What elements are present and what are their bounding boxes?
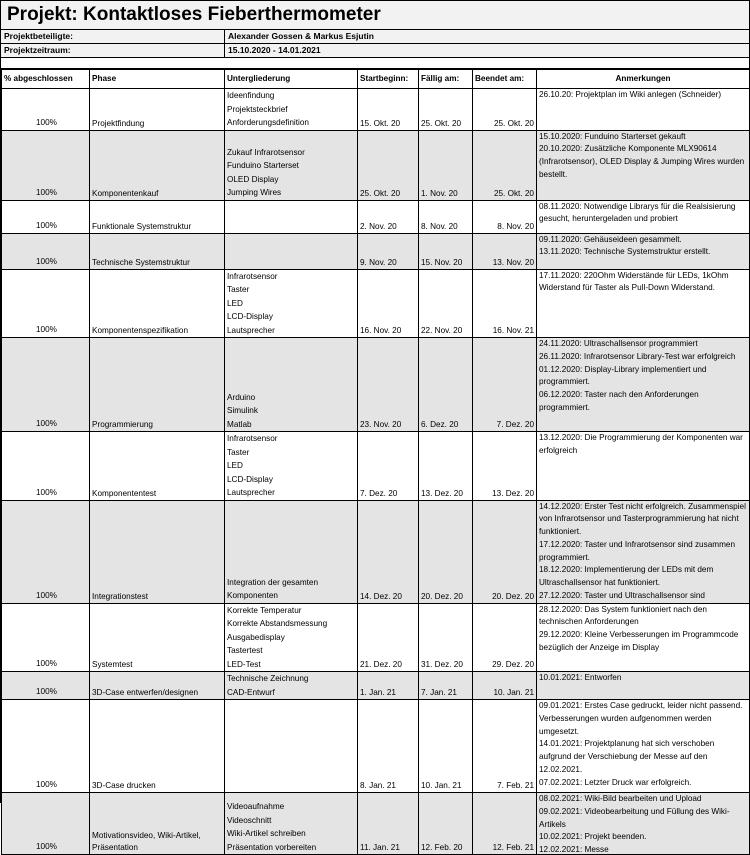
participants-label: Projektbeteiligte: [1, 30, 225, 43]
subdivision-item: Infrarotsensor [227, 434, 278, 443]
percent-cell[interactable] [2, 269, 90, 338]
subdivision-list [227, 576, 355, 603]
subdivision-item: Korrekte Temperatur [227, 605, 302, 615]
phase-cell[interactable]: 3D-Case entwerfen/designen [90, 672, 225, 700]
subdivision-item: Taster [227, 285, 250, 294]
notes-list [539, 270, 747, 296]
subdivision-item: Wiki-Artikel schreiben [227, 829, 306, 838]
sheet-title: Projekt: Kontaktloses Fieberthermometer [1, 1, 749, 30]
start-cell[interactable]: 25. Okt. 20 [358, 130, 419, 200]
notes-list [539, 338, 747, 415]
phase-cell[interactable]: Komponentenkauf [90, 130, 225, 200]
subdivision-item: Arduino [227, 392, 256, 402]
done-cell[interactable]: 8. Nov. 20 [473, 200, 537, 233]
note-item: 15.10.2020: Funduino Starterset gekauft [539, 131, 686, 141]
subdivision-cell[interactable] [225, 269, 358, 338]
notes-list [539, 700, 747, 790]
notes-cell[interactable] [537, 432, 750, 501]
note-item: 24.11.2020: Ultraschallsensor programmiert [539, 339, 698, 348]
start-cell[interactable]: 16. Nov. 20 [358, 269, 419, 338]
percent-cell[interactable] [2, 793, 90, 855]
header-start: Startbeginn: [358, 70, 419, 89]
done-cell[interactable]: 7. Feb. 21 [473, 700, 537, 793]
percent-cell[interactable] [2, 432, 90, 501]
subdivision-item: Taster [227, 447, 250, 457]
done-cell[interactable]: 10. Jan. 21 [473, 672, 537, 700]
due-cell[interactable]: 10. Jan. 21 [419, 700, 473, 793]
note-item: 27.12.2020: Taster und Ultraschallsensor sind [539, 591, 705, 601]
start-cell[interactable]: 23. Nov. 20 [358, 338, 419, 432]
note-item: 14.01.2021: Projektplanung hat sich verschoben aufgrund der Verschiebung der Messe auf den 12.02.2021. [539, 739, 715, 774]
done-cell[interactable]: 13. Dez. 20 [473, 432, 537, 501]
note-item: 18.12.2020: Implementierung der LEDs mit dem Ultraschallsensor hat funktioniert. [539, 565, 714, 588]
subdivision-item: Funduino Starterset [227, 161, 299, 170]
percent-cell[interactable] [2, 338, 90, 432]
header-percent: % abgeschlossen [2, 70, 90, 89]
percent-label: 100% [36, 325, 57, 334]
note-item: 13.11.2020: Technische Systemstruktur erstellt. [539, 247, 711, 257]
note-item: 26.10.20: Projektplan im Wiki anlegen (Schneider) [539, 90, 722, 99]
subdivision-list [227, 270, 355, 338]
subdivision-cell[interactable] [225, 603, 358, 672]
subdivision-item: OLED Display [227, 174, 279, 184]
subdivision-cell[interactable] [225, 672, 358, 700]
phase-cell[interactable]: Motivationsvideo, Wiki-Artikel, Präsentation [90, 793, 225, 855]
phase-cell[interactable]: Technische Systemstruktur [90, 233, 225, 269]
notes-list [539, 89, 747, 102]
header-subdivision: Untergliederung [225, 70, 358, 89]
done-cell[interactable]: 13. Nov. 20 [473, 233, 537, 269]
note-item: 13.12.2020: Die Programmierung der Komponenten war erfolgreich [539, 433, 743, 455]
header-notes: Anmerkungen [537, 70, 750, 89]
note-item: 09.11.2020: Gehäuseideen gesammelt. [539, 234, 682, 244]
table-row [2, 200, 750, 233]
participants-value[interactable]: Alexander Gossen & Markus Esjutin [228, 31, 374, 41]
table-row [2, 700, 750, 793]
done-cell[interactable]: 12. Feb. 21 [473, 793, 537, 855]
table-row [2, 338, 750, 432]
percent-cell[interactable] [2, 672, 90, 700]
percent-label: 100% [36, 842, 57, 851]
table-row [2, 269, 750, 338]
note-item: 08.02.2021: Wiki-Bild bearbeiten und Upload [539, 794, 702, 803]
due-cell[interactable]: 22. Nov. 20 [419, 269, 473, 338]
note-item: 08.11.2020: Notwendige Librarys für die Realsisierung gesucht, heruntergeladen und probiert [539, 201, 736, 224]
table-header-row [2, 70, 750, 89]
subdivision-cell[interactable] [225, 338, 358, 432]
table-row [2, 89, 750, 131]
subdivision-item: Jumping Wires [227, 188, 282, 197]
subdivision-list [227, 391, 355, 432]
phase-cell[interactable]: Integrationstest [90, 500, 225, 603]
subdivision-list [227, 604, 355, 672]
start-cell[interactable]: 15. Okt. 20 [358, 89, 419, 131]
phase-cell[interactable]: Projektfindung [90, 89, 225, 131]
table-row [2, 500, 750, 603]
due-cell[interactable]: 7. Jan. 21 [419, 672, 473, 700]
subdivision-cell[interactable] [225, 700, 358, 793]
subdivision-item: LED [227, 461, 243, 470]
percent-label: 100% [36, 780, 57, 789]
start-cell[interactable]: 8. Jan. 21 [358, 700, 419, 793]
note-item: 26.11.2020: Infrarotsensor Library-Test war erfolgreich [539, 351, 736, 361]
subdivision-item: Anforderungsdefinition [227, 118, 309, 127]
subdivision-item: CAD-Entwurf [227, 687, 275, 697]
due-cell[interactable]: 13. Dez. 20 [419, 432, 473, 501]
subdivision-list [227, 432, 355, 500]
subdivision-cell[interactable] [225, 432, 358, 501]
due-cell[interactable]: 12. Feb. 20 [419, 793, 473, 855]
start-cell[interactable]: 14. Dez. 20 [358, 500, 419, 603]
start-cell[interactable]: 21. Dez. 20 [358, 603, 419, 672]
phase-cell[interactable]: Funktionale Systemstruktur [90, 200, 225, 233]
done-cell[interactable]: 16. Nov. 21 [473, 269, 537, 338]
done-cell[interactable]: 25. Okt. 20 [473, 130, 537, 200]
percent-cell[interactable] [2, 89, 90, 131]
subdivision-item: Technische Zeichnung [227, 674, 309, 683]
notes-cell[interactable] [537, 700, 750, 793]
notes-cell[interactable] [537, 603, 750, 672]
percent-label: 100% [36, 687, 57, 696]
subdivision-list [227, 89, 355, 130]
due-cell[interactable]: 25. Okt. 20 [419, 89, 473, 131]
start-cell[interactable]: 7. Dez. 20 [358, 432, 419, 501]
notes-list [539, 604, 747, 655]
notes-list [539, 234, 747, 260]
note-item: 28.12.2020: Das System funktioniert nach den technischen Anforderungen [539, 604, 707, 627]
subdivision-cell[interactable] [225, 233, 358, 269]
notes-cell[interactable] [537, 338, 750, 432]
note-item: 20.10.2020: Zusätzliche Komponente MLX90614 (Infrarotsensor), OLED Display & Jumping Wires wurden bestellt. [539, 144, 745, 179]
subdivision-item: LED [227, 298, 243, 308]
subdivision-item: Ideenfindung [227, 91, 275, 100]
percent-label: 100% [36, 419, 57, 428]
subdivision-item: Ausgabedisplay [227, 632, 285, 642]
phase-cell[interactable]: 3D-Case drucken [90, 700, 225, 793]
subdivision-cell[interactable] [225, 130, 358, 200]
subdivision-item: Korrekte Abstandsmessung [227, 619, 328, 628]
done-cell[interactable]: 7. Dez. 20 [473, 338, 537, 432]
phase-cell[interactable]: Komponentenspezifikation [90, 269, 225, 338]
notes-cell[interactable] [537, 269, 750, 338]
subdivision-item: Lautsprecher [227, 325, 275, 335]
table-row [2, 672, 750, 700]
subdivision-list [227, 800, 355, 854]
done-cell[interactable]: 20. Dez. 20 [473, 500, 537, 603]
start-cell[interactable]: 2. Nov. 20 [358, 200, 419, 233]
due-cell[interactable]: 31. Dez. 20 [419, 603, 473, 672]
due-cell[interactable]: 6. Dez. 20 [419, 338, 473, 432]
notes-list [539, 201, 747, 227]
notes-cell[interactable] [537, 130, 750, 200]
note-item: 09.02.2021: Videobearbeitung und Füllung des Wiki-Artikels [539, 806, 730, 829]
subdivision-cell[interactable] [225, 200, 358, 233]
note-item: 12.02.2021: Messe [539, 845, 609, 853]
note-item: 17.12.2020: Taster und Infrarotsensor sind zusammen programmiert. [539, 539, 736, 562]
percent-cell[interactable] [2, 233, 90, 269]
table-row [2, 130, 750, 200]
subdivision-item: LED-Test [227, 659, 261, 669]
subdivision-list [227, 672, 355, 699]
subdivision-item: Matlab [227, 419, 252, 429]
subdivision-item: Zukauf Infrarotsensor [227, 147, 305, 157]
due-cell[interactable]: 8. Nov. 20 [419, 200, 473, 233]
percent-cell[interactable] [2, 130, 90, 200]
done-cell[interactable]: 25. Okt. 20 [473, 89, 537, 131]
phase-cell[interactable]: Programmierung [90, 338, 225, 432]
subdivision-cell[interactable] [225, 793, 358, 855]
percent-label: 100% [36, 187, 57, 197]
phase-table [1, 69, 750, 855]
subdivision-item: Simulink [227, 406, 258, 415]
start-cell[interactable]: 1. Jan. 21 [358, 672, 419, 700]
subdivision-item: Infrarotsensor [227, 271, 278, 281]
header-due: Fällig am: [419, 70, 473, 89]
subdivision-item: Präsentation vorbereiten [227, 842, 317, 852]
period-row [1, 44, 749, 58]
percent-label: 100% [36, 487, 57, 497]
start-cell[interactable]: 9. Nov. 20 [358, 233, 419, 269]
percent-label: 100% [36, 220, 57, 230]
due-cell[interactable]: 20. Dez. 20 [419, 500, 473, 603]
notes-cell[interactable] [537, 793, 750, 855]
percent-cell[interactable] [2, 700, 90, 793]
note-item: 07.02.2021: Letzter Druck war erfolgreich. [539, 777, 692, 787]
percent-label: 100% [36, 590, 57, 600]
note-item: 10.02.2021: Projekt beenden. [539, 832, 647, 842]
percent-label: 100% [36, 256, 57, 266]
subdivision-cell[interactable] [225, 89, 358, 131]
note-item: 29.12.2020: Kleine Verbesserungen im Programmcode bezüglich der Anzeige im Display [539, 630, 739, 652]
phase-cell[interactable]: Systemtest [90, 603, 225, 672]
note-item: 06.12.2020: Taster nach den Anforderungen programmiert. [539, 390, 699, 412]
subdivision-item: Videoaufnahme [227, 802, 285, 811]
note-item: 01.12.2020: Display-Library implementiert und programmiert. [539, 364, 707, 387]
subdivision-cell[interactable] [225, 500, 358, 603]
table-row [2, 793, 750, 855]
percent-cell[interactable] [2, 200, 90, 233]
note-item: 17.11.2020: 220Ohm Widerstände für LEDs, 1kOhm Widerstand für Taster als Pull-Down Widerstand. [539, 270, 729, 293]
subdivision-item: LCD-Display [227, 474, 273, 484]
subdivision-item: Integration der gesamten [227, 577, 319, 587]
percent-label: 100% [36, 117, 57, 127]
subdivision-item: Videoschnitt [227, 815, 272, 825]
notes-cell[interactable] [537, 500, 750, 603]
period-label: Projektzeitraum: [1, 44, 225, 57]
period-value[interactable]: 15.10.2020 - 14.01.2021 [228, 45, 321, 55]
subdivision-item: Projektsteckbrief [227, 104, 288, 114]
percent-cell[interactable] [2, 603, 90, 672]
header-phase: Phase [90, 70, 225, 89]
notes-cell[interactable] [537, 233, 750, 269]
notes-list [539, 131, 747, 182]
notes-list [539, 793, 747, 853]
notes-cell[interactable] [537, 200, 750, 233]
notes-list [539, 432, 747, 458]
notes-list [539, 501, 747, 602]
note-item: 14.12.2020: Erster Test nicht erfolgreich. Zusammenspiel von Infrarotsensor und Tasterprogrammierung hat nicht funktioniert. [539, 501, 746, 537]
table-row [2, 432, 750, 501]
start-cell[interactable]: 11. Jan. 21 [358, 793, 419, 855]
spacer-row [1, 58, 749, 69]
percent-cell[interactable] [2, 500, 90, 603]
subdivision-item: Lautsprecher [227, 488, 275, 497]
table-row [2, 603, 750, 672]
due-cell[interactable]: 15. Nov. 20 [419, 233, 473, 269]
subdivision-item: Komponenten [227, 591, 278, 600]
subdivision-item: Tastertest [227, 646, 263, 655]
note-item: 10.01.2021: Entworfen [539, 673, 622, 682]
note-item: 09.01.2021: Erstes Case gedruckt, leider nicht passend. Verbesserungen wurden aufgenommen werden umgesetzt. [539, 701, 743, 736]
notes-list [539, 672, 747, 685]
table-row [2, 233, 750, 269]
header-done: Beendet am: [473, 70, 537, 89]
notes-cell[interactable] [537, 89, 750, 131]
subdivision-list [227, 146, 355, 200]
notes-cell[interactable] [537, 672, 750, 700]
subdivision-item: LCD-Display [227, 312, 273, 321]
participants-row [1, 30, 749, 44]
due-cell[interactable]: 1. Nov. 20 [419, 130, 473, 200]
done-cell[interactable]: 29. Dez. 20 [473, 603, 537, 672]
percent-label: 100% [36, 659, 57, 668]
phase-cell[interactable]: Komponententest [90, 432, 225, 501]
